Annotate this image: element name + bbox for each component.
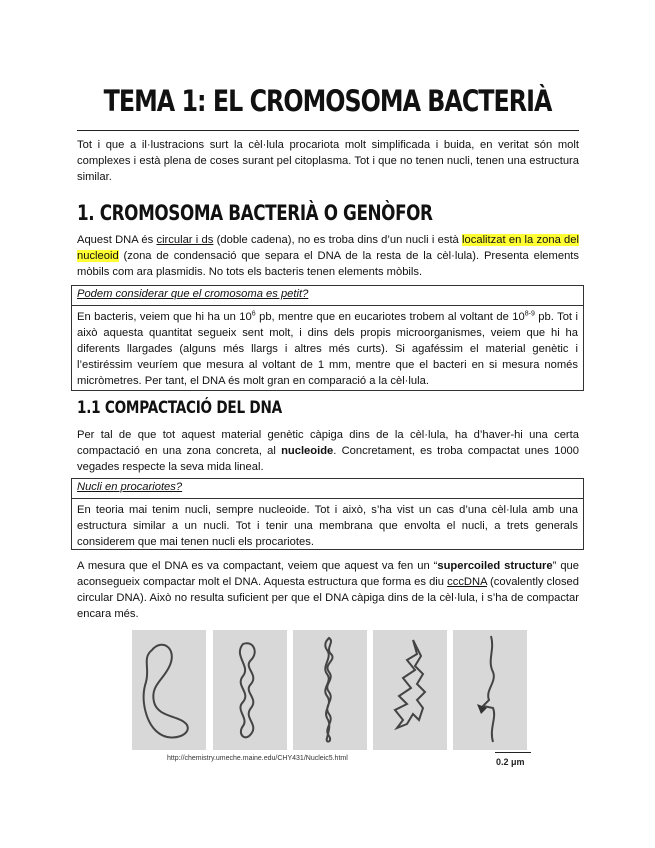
supercoiled-term: supercoiled structure <box>437 560 553 572</box>
figure-source-caption: http://chemistry.umeche.maine.edu/CHY431/Nucleic5.html <box>167 755 348 762</box>
section-1-1-heading: 1.1 COMPACTACIÓ DEL DNA <box>77 398 282 418</box>
page-title: TEMA 1: EL CROMOSOMA BACTERIÀ <box>103 84 552 118</box>
box-question: Nucli en procariotes? <box>77 481 183 493</box>
highly-supercoiled-image <box>453 630 527 750</box>
scale-label: 0.2 μm <box>496 757 525 767</box>
supercoiled-image <box>373 630 447 750</box>
micrograph-panel-3 <box>293 630 367 750</box>
partly-coiled-image <box>213 630 287 750</box>
coiled-image <box>293 630 367 750</box>
scale-bar <box>495 752 531 753</box>
question-box-chromosome-size <box>71 285 584 391</box>
box-divider <box>72 305 583 306</box>
circular-ds-term: circular i ds <box>156 234 214 246</box>
nucleoide-term: nucleoide <box>281 445 334 457</box>
box-divider <box>72 498 583 499</box>
nucleoid-highlight: localitzat en la zona del nucleoid <box>77 234 579 262</box>
box-answer: En bacteris, veiem que hi ha un $10^6$ pb, mentre que en eucariotes trobem al voltant de 10$^{8-9}$ pb. Tot i això aquesta quantitat segueix sent molt, i dins dels propis microorganismes, veiem que hi ha diferents llargades (alguns més llargs i altres més curts). Si agaféssim el material genètic i l’estiréssim veuríem que mesura al voltant de 1 mm, mentre que el bacteri en si mesura només micròmetres. Per tant, el DNA és molt gran en comparació a la cèl·lula. <box>77 310 578 387</box>
micrograph-panel-2 <box>213 630 287 750</box>
box-question: Podem considerar que el cromosoma es petit? <box>77 288 309 300</box>
micrograph-panel-5 <box>453 630 527 750</box>
box-answer: En teoria mai tenim nucli, sempre nucleoide. Tot i això, s’ha vist un cas d’una cèl·lula amb una estructura similar a un nucli. Tot i tenir una membrana que envolta el nucli, a trets generals considerem que mai tenen nucli els procariotes. <box>77 504 578 548</box>
intro-paragraph: Tot i que a il·lustracions surt la cèl·lula procariota molt simplificada i buida, en veritat són molt complexes i està plena de coses surant pel citoplasma. Tot i que no tenen nucli, tenen una estructura similar. <box>77 139 579 183</box>
relaxed-circle-image <box>132 630 206 750</box>
section-1-1-paragraph: Per tal de que tot aquest material genètic càpiga dins de la cèl·lula, ha d’haver-hi una certa compactació en una zona concreta, al nucleoide. Concretament, es troba compactat unes 1000 vegades respecte la seva mida lineal. <box>77 429 579 473</box>
dna-micrograph-figure <box>127 628 537 770</box>
micrograph-panel-1 <box>132 630 206 750</box>
micrograph-panel-4 <box>373 630 447 750</box>
section-1-heading: 1. CROMOSOMA BACTERIÀ O GENÒFOR <box>77 201 433 225</box>
cccdna-term: cccDNA <box>447 576 487 588</box>
title-underline <box>77 130 579 131</box>
question-box-prokaryote-nucleus <box>71 478 584 550</box>
supercoiled-paragraph: A mesura que el DNA es va compactant, veiem que aquest va fen un “supercoiled structure” que aconsegueix compactar molt el DNA. Aquesta estructura que forma es diu cccDNA (covalently closed circular DNA). Això no resulta suficient per que el DNA càpiga dins de la cèl·lula, i s’ha de compactar encara més. <box>77 560 580 620</box>
section-1-paragraph: Aquest DNA és circular i ds (doble cadena), no es troba dins d’un nucli i està localitzat en la zona del nucleoid (zona de condensació que separa el DNA de la resta de la cèl·lula). Presenta elements mòbils com ara plasmidis. No tots els bacteris tenen elements mòbils. <box>77 234 579 278</box>
